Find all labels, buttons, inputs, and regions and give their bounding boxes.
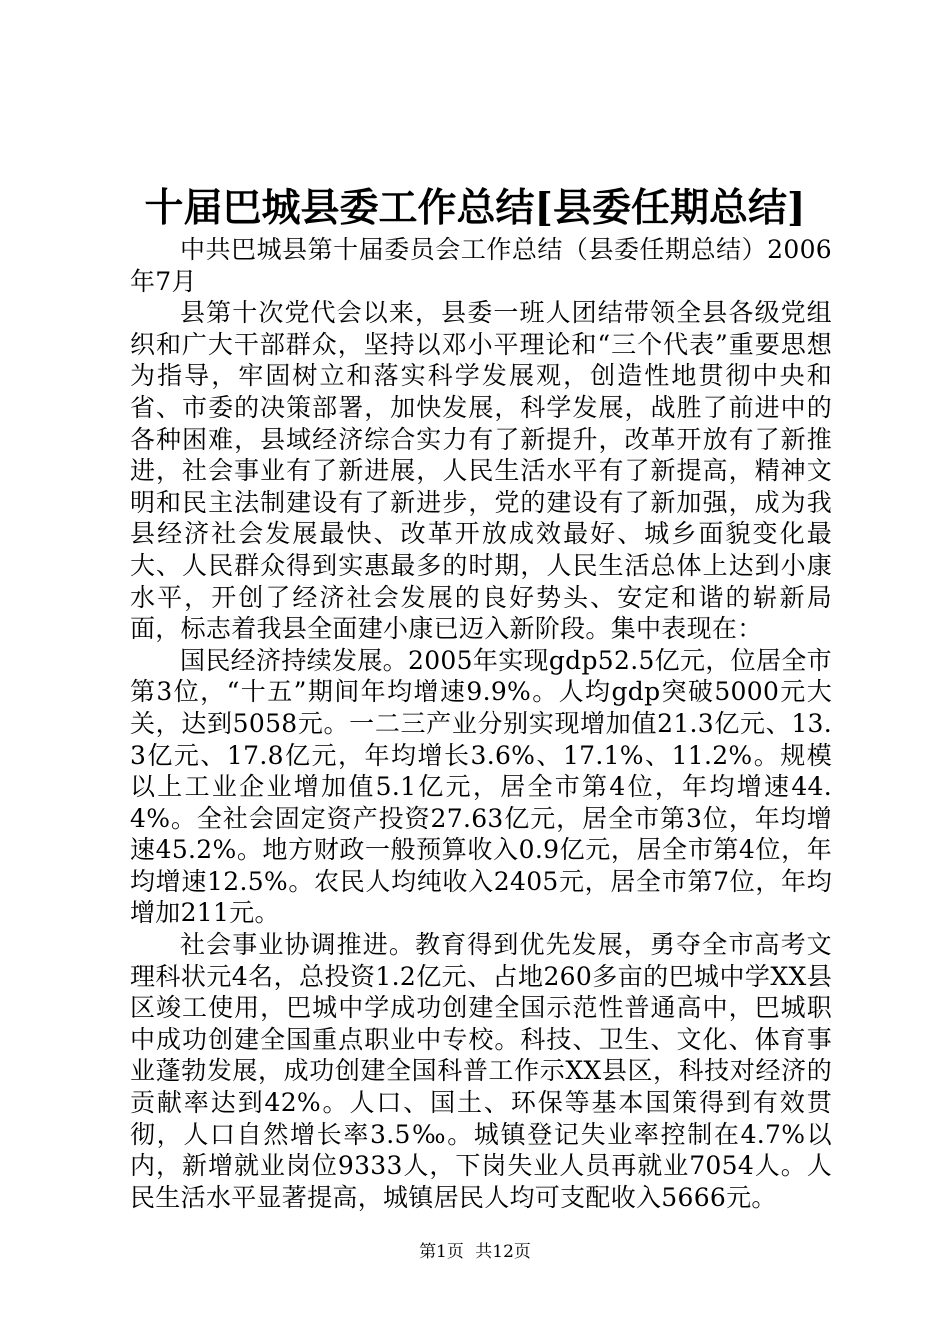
document-body (130, 234, 832, 1213)
page-total: 共12页 (475, 1242, 531, 1262)
paragraph-subtitle: 中共巴城县第十届委员会工作总结（县委任期总结）2006年7月 (130, 235, 832, 296)
page-footer (0, 1240, 950, 1264)
page-number: 第1页 (419, 1242, 464, 1262)
document-title: 十届巴城县委工作总结[县委任期总结] (144, 185, 806, 231)
paragraph-social: 社会事业协调推进。教育得到优先发展，勇夺全市高考文理科状元4名，总投资1.2亿元、占地260多亩的巴城中学XX县区竣工使用，巴城中学成功创建全国示范性普通高中，巴城职中成功创建全国重点职业中专校。科技、卫生、文化、体育事业蓬勃发展，成功创建全国科普工作示XX县区，科技对经济的贡献率达到42%。人口、国土、环保等基本国策得到有效贯彻，人口自然增长率3.5‰。城镇登记失业率控制在4.7%以内，新增就业岗位9333人，下岗失业人员再就业7054人。人民生活水平显著提高，城镇居民人均可支配收入5666元。 (130, 930, 832, 1212)
paragraph-intro: 县第十次党代会以来，县委一班人团结带领全县各级党组织和广大干部群众，坚持以邓小平理论和“三个代表”重要思想为指导，牢固树立和落实科学发展观，创造性地贯彻中央和省、市委的决策部署，加快发展，科学发展，战胜了前进中的各种困难，县域经济综合实力有了新提升，改革开放有了新推进，社会事业有了新进展，人民生活水平有了新提高，精神文明和民主法制建设有了新进步，党的建设有了新加强，成为我县经济社会发展最快、改革开放成效最好、城乡面貌变化最大、人民群众得到实惠最多的时期，人民生活总体上达到小康水平，开创了经济社会发展的良好势头、安定和谐的崭新局面，标志着我县全面建小康已迈入新阶段。集中表现在： (130, 298, 832, 644)
paragraph-economy: 国民经济持续发展。2005年实现gdp52.5亿元，位居全市第3位，“十五”期间年均增速9.9%。人均gdp突破5000元大关，达到5058元。一二三产业分别实现增加值21.3亿元、13.3亿元、17.8亿元，年均增长3.6%、17.1%、11.2%。规模以上工业企业增加值5.1亿元，居全市第4位，年均增速44.4%。全社会固定资产投资27.63亿元，居全市第3位，年均增速45.2%。地方财政一般预算收入0.9亿元，居全市第4位，年均增速12.5%。农民人均纯收入2405元，居全市第7位，年均增加211元。 (130, 645, 832, 928)
